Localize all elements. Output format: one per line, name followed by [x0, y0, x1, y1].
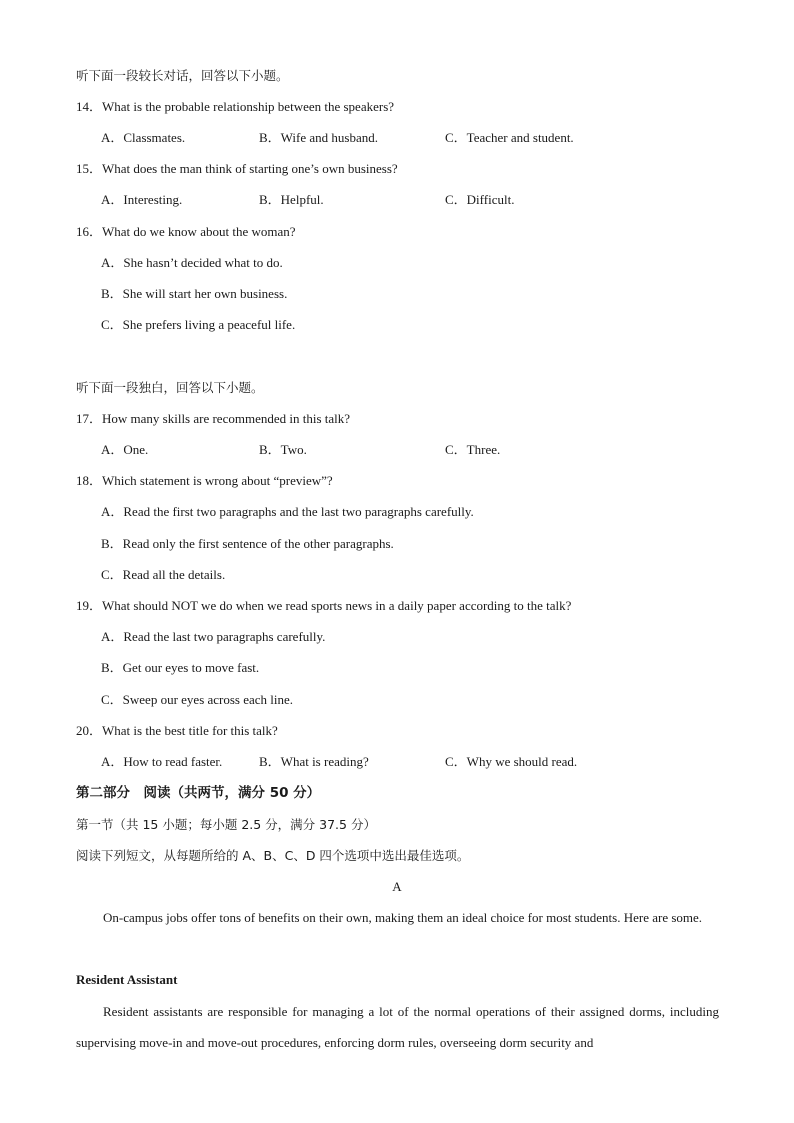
q17-option-b: B．Two. [259, 442, 307, 457]
q14-option-b: B．Wife and husband. [259, 130, 378, 145]
q14-option-a: A．Classmates. [101, 130, 186, 145]
reading-instruction: 阅读下列短文，从每题所给的 A、B、C、D 四个选项中选出最佳选项。 [76, 848, 470, 863]
q17-option-a: A．One. [101, 442, 149, 457]
q19-option-b: B．Get our eyes to move fast. [101, 660, 260, 675]
question-17: 17．How many skills are recommended in this talk? [76, 411, 351, 426]
body-paragraph: Resident assistants are responsible for managing a lot of the normal operations of their assigned dorms, including supervising move-in and move-out procedures, enforcing dorm rules, overseeing dorm security and [76, 1004, 719, 1050]
q20-option-b: B．What is reading? [259, 754, 369, 769]
subheading-resident-assistant: Resident Assistant [76, 972, 178, 987]
q16-option-c: C．She prefers living a peaceful life. [101, 317, 296, 332]
q19-option-a: A．Read the last two paragraphs carefully. [101, 629, 326, 644]
q16-option-a: A．She hasn’t decided what to do. [101, 255, 283, 270]
section-intro-monologue: 听下面一段独白，回答以下小题。 [76, 380, 264, 395]
q20-option-a: A．How to read faster. [101, 754, 223, 769]
part-title: 第二部分 阅读（共两节，满分 50 分） [76, 785, 321, 801]
q15-option-a: A．Interesting. [101, 192, 183, 207]
q18-option-b: B．Read only the first sentence of the other paragraphs. [101, 536, 394, 551]
question-15: 15．What does the man think of starting one’s own business? [76, 161, 398, 176]
q15-option-b: B．Helpful. [259, 192, 324, 207]
intro-paragraph: On-campus jobs offer tons of benefits on their own, making them an ideal choice for most students. Here are some. [103, 910, 703, 925]
q18-option-a: A．Read the first two paragraphs and the last two paragraphs carefully. [101, 504, 474, 519]
question-19: 19．What should NOT we do when we read sports news in a daily paper according to the talk? [76, 598, 572, 613]
passage-label: A [392, 879, 402, 894]
q15-option-c: C．Difficult. [445, 192, 515, 207]
question-16: 16．What do we know about the woman? [76, 224, 296, 239]
q18-option-c: C．Read all the details. [101, 567, 226, 582]
section-title: 第一节（共 15 小题；每小题 2.5 分，满分 37.5 分） [76, 817, 376, 832]
section-intro-dialogue: 听下面一段较长对话，回答以下小题。 [76, 68, 289, 83]
q19-option-c: C．Sweep our eyes across each line. [101, 692, 294, 707]
question-14: 14．What is the probable relationship between the speakers? [76, 99, 395, 114]
q17-option-c: C．Three. [445, 442, 501, 457]
question-20: 20．What is the best title for this talk? [76, 723, 278, 738]
q16-option-b: B．She will start her own business. [101, 286, 288, 301]
question-18: 18．Which statement is wrong about “preview”? [76, 473, 333, 488]
q14-option-c: C．Teacher and student. [445, 130, 574, 145]
q20-option-c: C．Why we should read. [445, 754, 578, 769]
